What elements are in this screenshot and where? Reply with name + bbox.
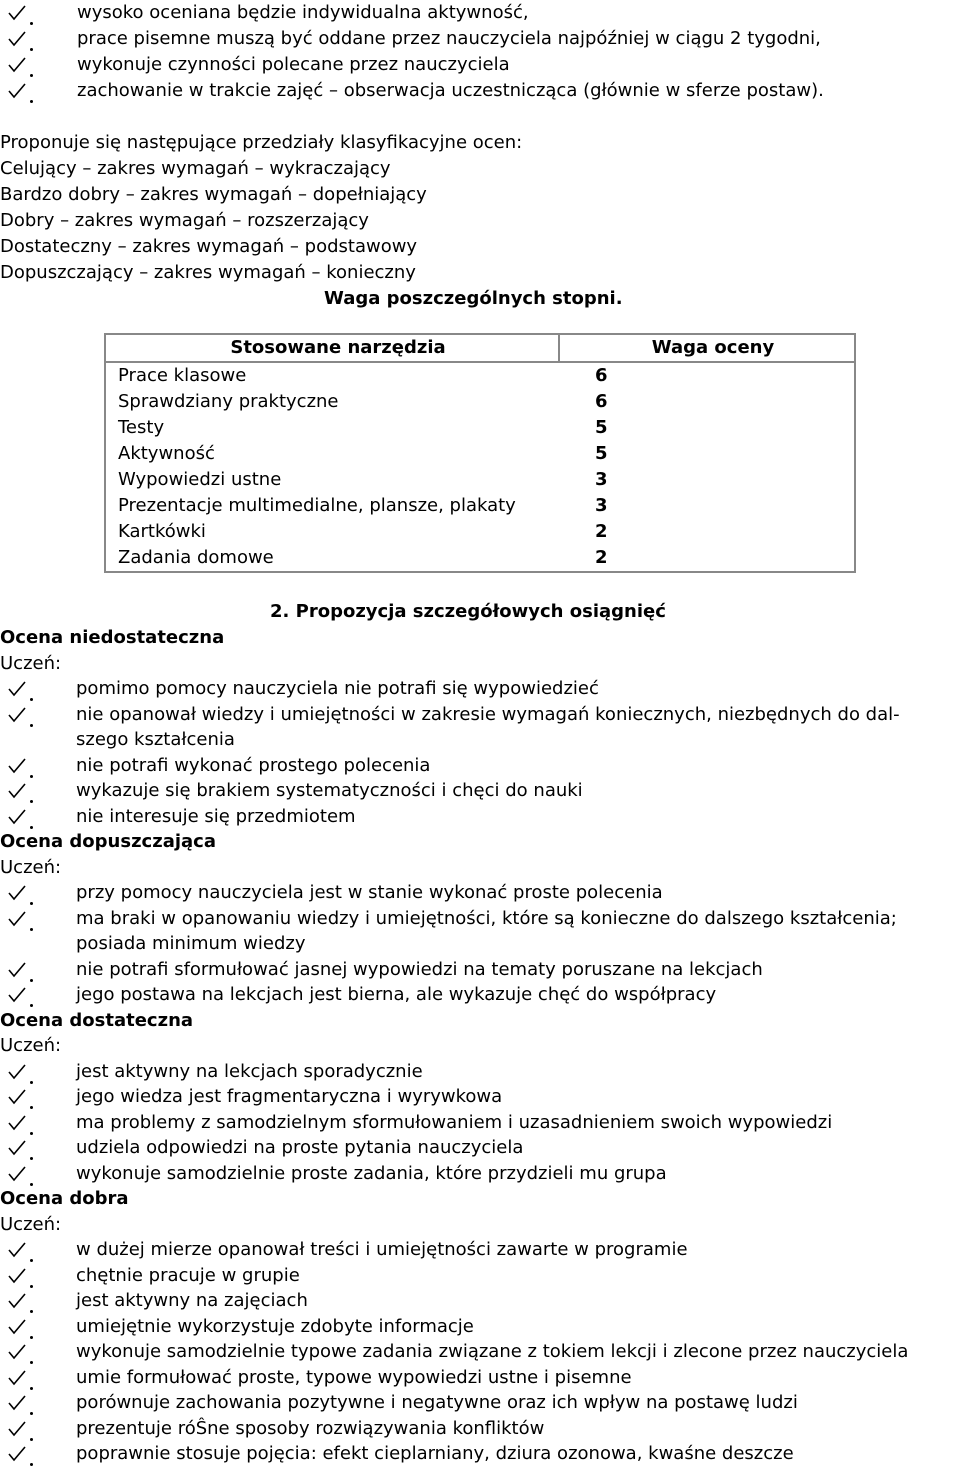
list-item-text: posiada minimum wiedzy — [76, 933, 306, 954]
checkmark-icon — [0, 0, 40, 26]
list-item-text: zachowanie w trakcie zajęć – obserwacja uczestnicząca (głównie w sferze postaw). — [77, 80, 824, 101]
range-dobry: Dobry – zakres wymagań – rozszerzający — [0, 210, 369, 231]
list-item-text: wykonuje samodzielnie typowe zadania związane z tokiem lekcji i zlecone przez nauczyciela — [76, 1341, 909, 1362]
student-label: Uczeń: — [0, 652, 62, 674]
checkmark-icon — [0, 880, 40, 906]
weight-cell: 6 — [595, 365, 608, 386]
list-item-text: porównuje zachowania pozytywne i negatywne oraz ich wpływ na postawę ludzi — [76, 1392, 798, 1413]
checkmark-icon — [0, 982, 40, 1008]
range-celujacy: Celujący – zakres wymagań – wykraczający — [0, 158, 391, 179]
checkmark-icon — [0, 1084, 40, 1110]
table-header-row — [105, 334, 855, 362]
checkmark-icon — [0, 957, 40, 983]
table-row — [105, 441, 855, 467]
weight-cell: 5 — [595, 443, 608, 464]
list-item-text: prace pisemne muszą być oddane przez nauczyciela najpóźniej w ciągu 2 tygodni, — [77, 28, 821, 49]
tool-cell: Wypowiedzi ustne — [118, 469, 282, 490]
tool-cell: Kartkówki — [118, 521, 206, 542]
checkmark-icon — [0, 804, 40, 830]
checkmark-icon — [0, 702, 40, 728]
table-row — [105, 415, 855, 441]
grade-heading: Ocena dostateczna — [0, 1009, 194, 1031]
checkmark-icon — [0, 1059, 40, 1085]
list-item-text: przy pomocy nauczyciela jest w stanie wykonać proste polecenia — [76, 882, 663, 903]
weight-cell: 2 — [595, 521, 608, 542]
range-bardzo-dobry: Bardzo dobry – zakres wymagań – dopełniający — [0, 184, 427, 205]
checkmark-icon — [0, 1416, 40, 1442]
checkmark-icon — [0, 78, 40, 104]
list-item-text: jest aktywny na zajęciach — [76, 1290, 308, 1311]
list-item-text: wykonuje czynności polecane przez nauczyciela — [77, 54, 510, 75]
checkmark-icon — [0, 1288, 40, 1314]
checkmark-icon — [0, 753, 40, 779]
list-item-text: poprawnie stosuje pojęcia: efekt cieplarniany, dziura ozonowa, kwaśne deszcze — [76, 1443, 794, 1464]
table-row — [105, 467, 855, 493]
list-item-text: ma problemy z samodzielnym sformułowaniem i uzasadnieniem swoich wypowiedzi — [76, 1111, 833, 1133]
weights-table — [104, 333, 856, 573]
checkmark-icon — [0, 778, 40, 804]
list-item-text: nie interesuje się przedmiotem — [76, 805, 356, 827]
checkmark-icon — [0, 676, 40, 702]
list-item-text: nie potrafi sformułować jasnej wypowiedzi na tematy poruszane na lekcjach — [76, 958, 763, 980]
grade-heading: Ocena dopuszczająca — [0, 831, 216, 852]
student-label: Uczeń: — [0, 856, 62, 878]
grade-heading: Ocena dobra — [0, 1188, 129, 1209]
weight-cell: 6 — [595, 391, 608, 412]
tool-cell: Prace klasowe — [118, 365, 247, 386]
ranges-intro: Proponuje się następujące przedziały klasyfikacyjne ocen: — [0, 132, 523, 153]
checkmark-icon — [0, 1441, 40, 1467]
checkmark-icon — [0, 52, 40, 78]
list-item-text: nie opanował wiedzy i umiejętności w zakresie wymagań koniecznych, niezbędnych do dal- — [76, 703, 900, 725]
list-item-text: nie potrafi wykonać prostego polecenia — [76, 754, 431, 776]
checkmark-icon — [0, 1237, 40, 1263]
weight-cell: 2 — [595, 547, 608, 568]
weight-cell: 3 — [595, 495, 608, 516]
checkmark-icon — [0, 1110, 40, 1136]
list-item-text: jego wiedza jest fragmentaryczna i wyrywkowa — [76, 1086, 503, 1107]
list-item-text: wysoko oceniana będzie indywidualna aktywność, — [77, 2, 529, 23]
student-label: Uczeń: — [0, 1213, 62, 1235]
checkmark-icon — [0, 1161, 40, 1187]
table-row — [105, 362, 855, 389]
list-item-text: pomimo pomocy nauczyciela nie potrafi się wypowiedzieć — [76, 678, 599, 699]
list-item-text: w dużej mierze opanował treści i umiejętności zawarte w programie — [76, 1239, 688, 1260]
table-row — [105, 493, 855, 519]
checkmark-icon — [0, 1365, 40, 1391]
list-item-text: umiejętnie wykorzystuje zdobyte informacje — [76, 1315, 474, 1337]
list-item-text: chętnie pracuje w grupie — [76, 1264, 300, 1286]
weight-cell: 3 — [595, 469, 608, 490]
tool-cell: Prezentacje multimedialne, plansze, plakaty — [118, 495, 516, 516]
checkmark-icon — [0, 1339, 40, 1365]
list-item-text: umie formułować proste, typowe wypowiedzi ustne i pisemne — [76, 1366, 632, 1388]
table-row — [105, 545, 855, 572]
checkmark-icon — [0, 1135, 40, 1161]
list-item-text: jego postawa na lekcjach jest bierna, ale wykazuje chęć do współpracy — [76, 984, 717, 1005]
list-item-text: wykonuje samodzielnie proste zadania, które przydzieli mu grupa — [76, 1162, 667, 1184]
list-item-text: udziela odpowiedzi na proste pytania nauczyciela — [76, 1137, 524, 1158]
range-dopuszczajacy: Dopuszczający – zakres wymagań – konieczny — [0, 262, 416, 283]
checkmark-icon — [0, 26, 40, 52]
tool-cell: Sprawdziany praktyczne — [118, 391, 339, 412]
table-row — [105, 389, 855, 415]
weights-title: Waga poszczególnych stopni. — [324, 288, 623, 309]
tool-cell: Zadania domowe — [118, 547, 274, 568]
checkmark-icon — [0, 1263, 40, 1289]
tool-cell: Aktywność — [118, 443, 215, 464]
range-dostateczny: Dostateczny – zakres wymagań – podstawowy — [0, 236, 418, 257]
checkmark-icon — [0, 1390, 40, 1416]
checkmark-icon — [0, 906, 40, 932]
section-2-title: 2. Propozycja szczegółowych osiągnięć — [270, 601, 666, 622]
header-weight: Waga oceny — [559, 334, 855, 362]
list-item-text: szego kształcenia — [76, 729, 235, 750]
list-item-text: jest aktywny na lekcjach sporadycznie — [76, 1060, 423, 1082]
list-item-text: prezentuje róŜne sposoby rozwiązywania konfliktów — [76, 1417, 545, 1439]
table-row — [105, 519, 855, 545]
header-tools: Stosowane narzędzia — [105, 334, 559, 362]
checkmark-icon — [0, 1314, 40, 1340]
list-item-text: ma braki w opanowaniu wiedzy i umiejętności, które są konieczne do dalszego kształcenia; — [76, 907, 897, 929]
list-item-text: wykazuje się brakiem systematyczności i chęci do nauki — [76, 780, 583, 801]
student-label: Uczeń: — [0, 1035, 62, 1056]
weight-cell: 5 — [595, 417, 608, 438]
grade-heading: Ocena niedostateczna — [0, 627, 225, 648]
tool-cell: Testy — [118, 417, 165, 438]
